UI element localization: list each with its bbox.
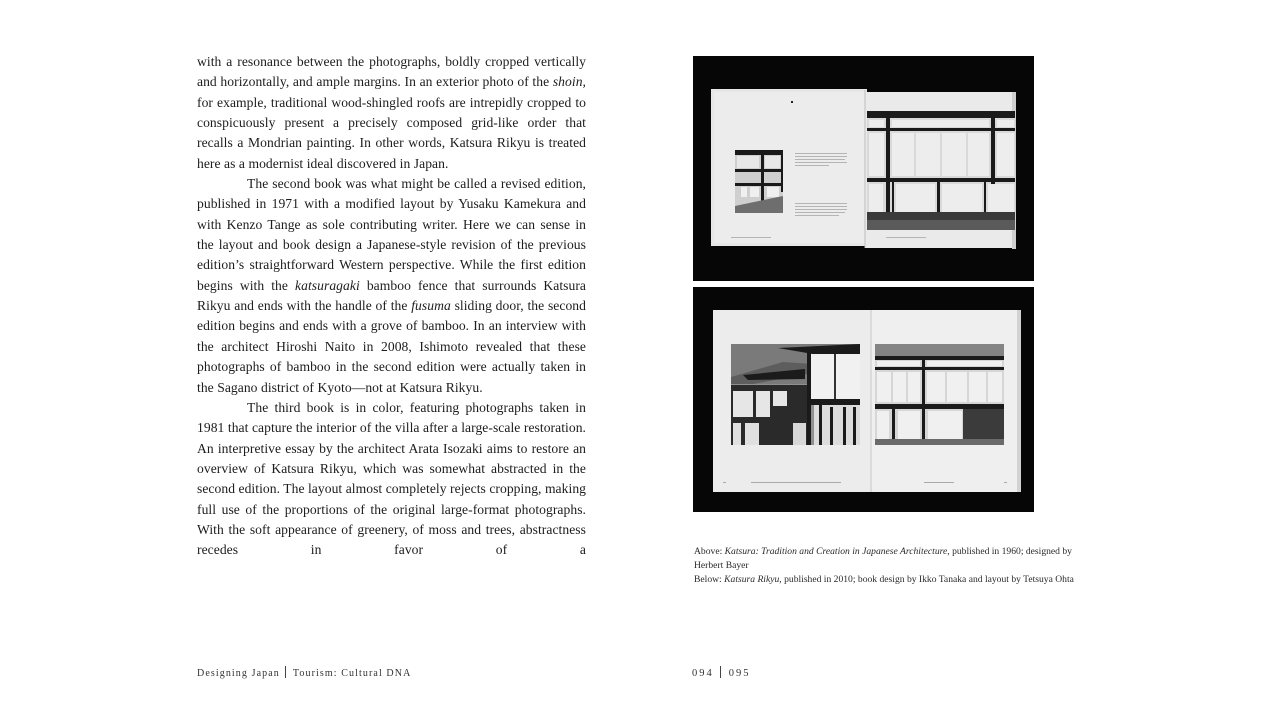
text-run: bamboo fence that surrounds Katsura Rikyu and ends with the handle of the bbox=[197, 277, 586, 314]
caption-below-title: Katsura Rikyu bbox=[724, 574, 780, 585]
page-number-divider bbox=[720, 666, 721, 678]
page-number-left: 094 bbox=[692, 668, 714, 679]
caption-above-title: Katsura: Tradition and Creation in Japanese Architecture bbox=[724, 546, 948, 557]
italic-term: katsuragaki bbox=[295, 277, 360, 293]
body-text-column bbox=[197, 52, 586, 561]
text-run: sliding door, the second edition begins and ends with a grove of bamboo. In an interview with the architect Hiroshi Naito in 2008, Ishimoto revealed that these photographs of bamboo in the second edition were actually taken in the Sagano district of Kyoto—not at Katsura Rikyu. bbox=[197, 298, 587, 395]
book-spread-2010-image bbox=[693, 287, 1034, 512]
text-run: The third book is in color, featuring photographs taken in 1981 that capture the interior of the villa after a large-scale restoration. An interpretive essay by the architect Arata Isozaki aims to restore an overview of Katsura Rikyu, which was somewhat abstracted in the second edition. The layout almost completely rejects cropping, making full use of the proportions of the original large-format photographs. With the soft appearance of greenery, of moss and trees, abstractness recedes in favor of a bbox=[197, 399, 587, 558]
paragraph bbox=[197, 52, 586, 174]
text-run: for example, traditional wood-shingled roofs are intrepidly cropped to conspicuously present a precisely composed grid-like order that recalls a Mondrian painting. In other words, Katsura Rikyu is treated here as a modernist ideal discovered in Japan. bbox=[197, 94, 586, 171]
caption-above: Above: Katsura: Tradition and Creation in Japanese Architecture, published in 1960; designed by Herbert Bayer bbox=[694, 546, 1072, 571]
text-run: with a resonance between the photographs, boldly cropped vertically and horizontally, and ample margins. In an exterior photo of the bbox=[197, 54, 586, 90]
italic-term: shoin, bbox=[552, 74, 586, 90]
paragraph bbox=[197, 398, 586, 561]
footer-divider bbox=[285, 666, 286, 678]
text-run: The second book was what might be called a revised edition, published in 1971 with a modified layout by Yusaku Kamekura and with Kenzo Tange as sole contributing writer. Here we can sense in the layout and book design a Japanese-style revision of the previous edition’s straightforward Western perspective. While the first edition begins with the bbox=[197, 176, 586, 293]
footer-chapter: Tourism: Cultural DNA bbox=[292, 668, 412, 679]
page-numbers bbox=[692, 666, 751, 679]
italic-term: fusuma bbox=[411, 298, 451, 314]
footer-book-title: Designing Japan bbox=[197, 668, 280, 679]
page-number-right: 095 bbox=[728, 668, 751, 679]
figure-caption bbox=[694, 545, 1074, 587]
book-spread-1960-image bbox=[693, 56, 1034, 281]
paragraph bbox=[197, 174, 586, 398]
figure-bottom-book-spread bbox=[693, 287, 1034, 512]
figure-top-book-spread bbox=[693, 56, 1034, 281]
running-footer bbox=[197, 666, 411, 679]
caption-below: Below: Katsura Rikyu, published in 2010; book design by Ikko Tanaka and layout by Tetsuya Ohta bbox=[694, 574, 1074, 585]
